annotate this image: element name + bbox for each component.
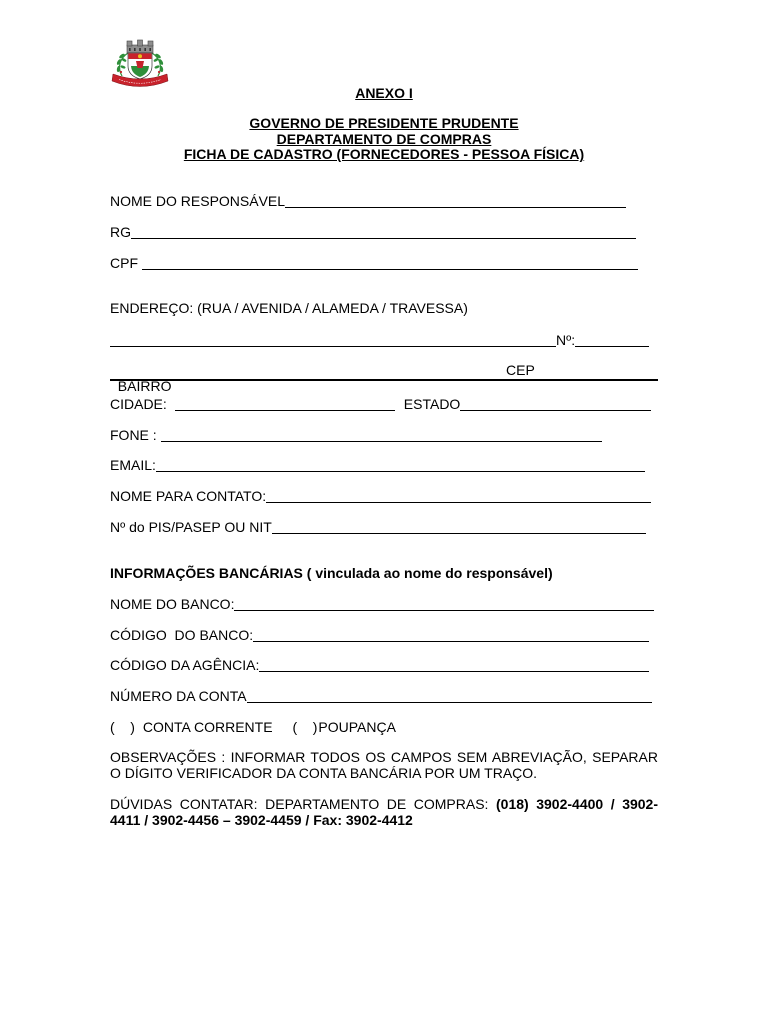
banco-label: NOME DO BANCO: xyxy=(110,596,235,612)
contact-prefix: DÚVIDAS CONTATAR: DEPARTAMENTO DE COMPRAS: xyxy=(110,796,489,812)
coat-of-arms-icon xyxy=(111,39,169,87)
codigo-banco-field xyxy=(110,627,649,643)
pis-field xyxy=(110,519,646,535)
agencia-label: CÓDIGO DA AGÊNCIA: xyxy=(110,657,260,673)
conta-label: NÚMERO DA CONTA xyxy=(110,688,247,704)
rg-label: RG xyxy=(110,224,131,240)
left-branch xyxy=(116,53,128,76)
email-label: EMAIL: xyxy=(110,457,156,473)
bank-section-heading: INFORMAÇÕES BANCÁRIAS ( vinculada ao nome do responsável) xyxy=(110,565,553,581)
cpf-fill-line xyxy=(142,255,638,270)
numero-label: Nº: xyxy=(556,332,576,348)
pis-fill-line xyxy=(272,519,646,534)
estado-label: ESTADO xyxy=(403,396,461,412)
conta-fill-line xyxy=(247,688,652,703)
responsavel-fill-line xyxy=(285,193,626,208)
fone-label: FONE : xyxy=(110,427,157,443)
contact-paragraph xyxy=(110,796,658,828)
poupanca-label: POUPANÇA xyxy=(318,719,396,735)
cidade-fill-line xyxy=(175,396,395,411)
conta-corrente-label: CONTA CORRENTE xyxy=(142,719,273,735)
cpf-field xyxy=(110,255,638,271)
agencia-fill-line xyxy=(259,657,649,672)
conta-corrente-checkbox: ( ) xyxy=(110,719,135,735)
contato-fill-line xyxy=(266,488,651,503)
rg-fill-line xyxy=(131,224,636,239)
cep-label: CEP xyxy=(506,362,535,378)
bairro-cep-field xyxy=(110,362,658,394)
bairro-cep-fill-line xyxy=(110,379,658,381)
department-title: DEPARTAMENTO DE COMPRAS xyxy=(276,130,492,147)
banco-field xyxy=(110,596,654,612)
address-fill-line xyxy=(110,332,556,347)
mural-crown xyxy=(127,40,153,53)
pis-label: Nº do PIS/PASEP OU NIT xyxy=(110,519,272,535)
annex-title: ANEXO I xyxy=(355,85,413,101)
cidade-estado-field xyxy=(110,396,651,412)
responsavel-field xyxy=(110,193,626,209)
shield xyxy=(128,53,152,79)
responsavel-label: NOME DO RESPONSÁVEL xyxy=(110,193,286,209)
government-title: GOVERNO DE PRESIDENTE PRUDENTE xyxy=(249,115,519,131)
agencia-field xyxy=(110,657,649,673)
banco-fill-line xyxy=(234,596,654,611)
account-type-options xyxy=(110,719,396,735)
endereco-label: ENDEREÇO: (RUA / AVENIDA / ALAMEDA / TRAVESSA) xyxy=(110,300,468,316)
cidade-label: CIDADE: xyxy=(110,396,167,412)
codigo-banco-fill-line xyxy=(253,627,649,642)
observacoes-paragraph: OBSERVAÇÕES : INFORMAR TODOS OS CAMPOS SEM ABREVIAÇÃO, SEPARAR O DÍGITO VERIFICADOR DA CONTA BANCÁRIA POR UM TRAÇO. xyxy=(110,749,658,781)
fone-field xyxy=(110,427,602,443)
poupanca-checkbox: ( ) xyxy=(292,719,318,735)
numero-fill-line xyxy=(575,332,649,347)
codigo-banco-label: CÓDIGO DO BANCO: xyxy=(110,627,254,643)
rg-field xyxy=(110,224,636,240)
contato-field xyxy=(110,488,651,504)
header-block xyxy=(110,116,658,163)
cpf-label: CPF xyxy=(110,255,138,271)
address-number-field xyxy=(110,332,649,348)
contato-label: NOME PARA CONTATO: xyxy=(110,488,267,504)
form-title: FICHA DE CADASTRO (FORNECEDORES - PESSOA FÍSICA) xyxy=(183,146,585,162)
email-fill-line xyxy=(156,457,645,472)
estado-fill-line xyxy=(460,396,651,411)
bairro-label: BAIRRO xyxy=(117,378,172,394)
right-branch xyxy=(152,53,164,76)
contact-phones: (018) 3902-4400 / 3902-4411 / 3902-4456 – 3902-4459 / Fax: 3902-4412 xyxy=(110,796,658,828)
email-field xyxy=(110,457,645,473)
conta-field xyxy=(110,688,652,704)
fone-fill-line xyxy=(161,427,602,442)
